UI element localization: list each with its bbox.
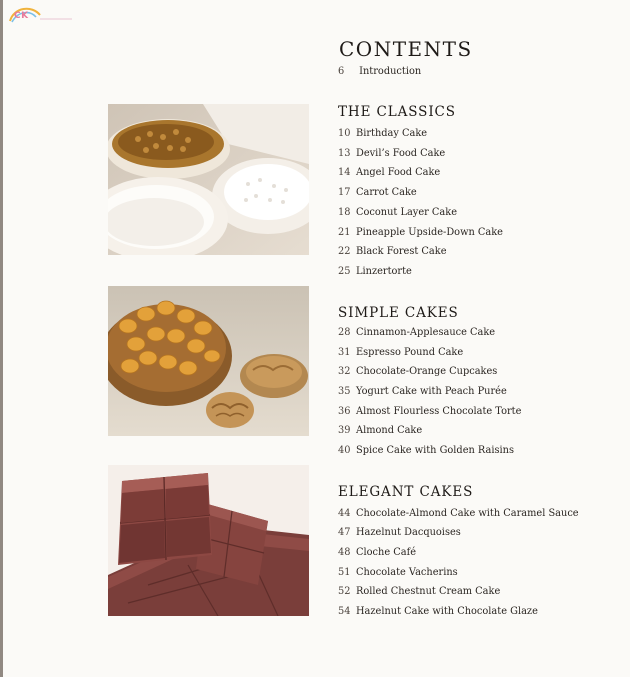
toc-entry-label: Hazelnut Cake with Chocolate Glaze bbox=[356, 606, 538, 617]
photo-raisins-walnuts bbox=[108, 286, 309, 436]
toc-entry-label: Cloche Café bbox=[356, 547, 416, 558]
toc-entry bbox=[338, 128, 427, 146]
toc-entry bbox=[338, 425, 422, 443]
section-heading-elegant-cakes: ELEGANT CAKES bbox=[338, 484, 474, 500]
toc-entry-label: Spice Cake with Golden Raisins bbox=[356, 445, 515, 456]
toc-entry-label: Yogurt Cake with Peach Purée bbox=[356, 386, 507, 397]
toc-entry-label: Chocolate-Almond Cake with Caramel Sauce bbox=[356, 508, 579, 519]
toc-entry bbox=[338, 386, 507, 404]
toc-page-number: 40 bbox=[338, 445, 351, 456]
toc-entry bbox=[338, 227, 503, 245]
toc-page-number: 35 bbox=[338, 386, 351, 397]
toc-entry bbox=[338, 567, 458, 585]
toc-entry bbox=[338, 508, 579, 526]
toc-page-number: 6 bbox=[338, 66, 345, 77]
toc-entry bbox=[338, 527, 461, 545]
toc-entry-label: Hazelnut Dacquoises bbox=[356, 527, 461, 538]
toc-entry bbox=[338, 187, 417, 205]
toc-entry bbox=[338, 547, 416, 565]
toc-entry bbox=[338, 366, 497, 384]
toc-page-number: 21 bbox=[338, 227, 351, 238]
toc-page-number: 31 bbox=[338, 347, 351, 358]
photo-ingredient-bowls bbox=[108, 104, 309, 255]
toc-page-number: 10 bbox=[338, 128, 351, 139]
toc-page-number: 51 bbox=[338, 567, 351, 578]
page-title: CONTENTS bbox=[339, 37, 473, 62]
toc-entry-label: Devil’s Food Cake bbox=[356, 148, 446, 159]
toc-page-number: 32 bbox=[338, 366, 351, 377]
toc-entry-label: Pineapple Upside-Down Cake bbox=[356, 227, 503, 238]
toc-entry bbox=[338, 327, 495, 345]
toc-entry-label: Introduction bbox=[359, 66, 422, 77]
toc-entry bbox=[338, 246, 447, 264]
watermark-logo bbox=[6, 5, 76, 27]
toc-page-number: 25 bbox=[338, 266, 351, 277]
toc-page-number: 39 bbox=[338, 425, 351, 436]
toc-entry-label: Coconut Layer Cake bbox=[356, 207, 457, 218]
toc-entry-label: Black Forest Cake bbox=[356, 246, 447, 257]
toc-page-number: 44 bbox=[338, 508, 351, 519]
toc-page-number: 52 bbox=[338, 586, 351, 597]
toc-page-number: 28 bbox=[338, 327, 351, 338]
toc-entry bbox=[338, 606, 538, 624]
toc-entry-label: Rolled Chestnut Cream Cake bbox=[356, 586, 501, 597]
toc-entry-label: Carrot Cake bbox=[356, 187, 417, 198]
toc-page-number: 18 bbox=[338, 207, 351, 218]
toc-entry bbox=[338, 347, 463, 365]
toc-page-number: 36 bbox=[338, 406, 351, 417]
toc-entry bbox=[338, 148, 445, 166]
toc-entry-label: Linzertorte bbox=[356, 266, 412, 277]
section-heading-simple-cakes: SIMPLE CAKES bbox=[338, 305, 459, 321]
toc-page-number: 14 bbox=[338, 167, 351, 178]
toc-entry bbox=[338, 266, 412, 284]
section-heading-the-classics: THE CLASSICS bbox=[338, 104, 456, 120]
toc-page-number: 13 bbox=[338, 148, 351, 159]
page-binding-edge bbox=[0, 0, 3, 677]
toc-entry-label: Cinnamon-Applesauce Cake bbox=[356, 327, 496, 338]
toc-entry-label: Chocolate Vacherins bbox=[356, 567, 458, 578]
toc-entry bbox=[338, 207, 457, 225]
toc-entry bbox=[338, 586, 500, 604]
toc-entry bbox=[338, 167, 440, 185]
watermark-text: CK bbox=[14, 11, 29, 21]
toc-page-number: 22 bbox=[338, 246, 351, 257]
toc-entry-label: Almost Flourless Chocolate Torte bbox=[356, 406, 522, 417]
toc-entry-label: Almond Cake bbox=[356, 425, 423, 436]
photo-chocolate-bars bbox=[108, 465, 309, 616]
toc-entry bbox=[338, 445, 514, 463]
toc-page-number: 47 bbox=[338, 527, 351, 538]
toc-entry bbox=[338, 406, 521, 424]
toc-entry-label: Chocolate-Orange Cupcakes bbox=[356, 366, 498, 377]
toc-entry-label: Angel Food Cake bbox=[356, 167, 441, 178]
toc-entry-label: Espresso Pound Cake bbox=[356, 347, 464, 358]
toc-entry-label: Birthday Cake bbox=[356, 128, 428, 139]
toc-entry-introduction bbox=[338, 66, 421, 84]
toc-page-number: 54 bbox=[338, 606, 351, 617]
toc-page-number: 48 bbox=[338, 547, 351, 558]
toc-page-number: 17 bbox=[338, 187, 351, 198]
